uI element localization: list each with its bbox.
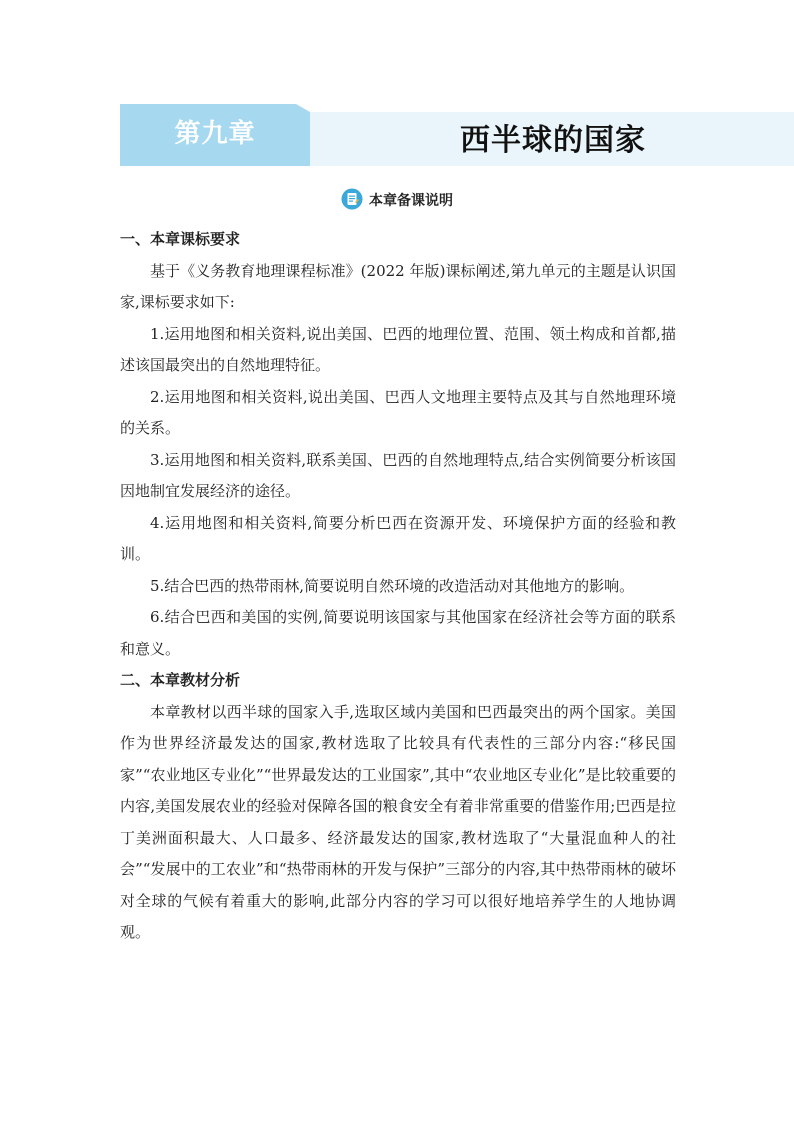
banner-notch — [296, 104, 310, 112]
document-note-icon — [341, 188, 363, 210]
chapter-label: 第九章 — [174, 119, 256, 149]
paragraph: 1.运用地图和相关资料,说出美国、巴西的地理位置、范围、领土构成和首都,描述该国最突出的自然地理特征。 — [120, 324, 676, 374]
notes-heading-label: 本章备课说明 — [369, 193, 453, 209]
paragraph: 本章教材以西半球的国家入手,选取区域内美国和巴西最突出的两个国家。美国作为世界经济最发达的国家,教材选取了比较具有代表性的三部分内容:“移民国家”“农业地区专业化”“世界最发达的工业国家”,其中“农业地区专业化”是比较重要的内容,美国发展农业的经验对保障各国的粮食安全有着非常重要的借鉴作用;巴西是拉丁美洲面积最大、人口最多、经济最发达的国家,教材选取了“大量混血种人的社会”“发展中的工农业”和“热带雨林的开发与保护”三部分的内容,其中热带雨林的破坏对全球的气候有着重大的影响,此部分内容的学习可以很好地培养学生的人地协调观。 — [120, 702, 676, 941]
section-heading-analysis: 二、本章教材分析 — [120, 671, 241, 689]
notes-heading — [0, 188, 794, 214]
paragraph: 3.运用地图和相关资料,联系美国、巴西的自然地理特点,结合实例简要分析该国因地制宜发展经济的途径。 — [120, 450, 676, 500]
paragraph: 4.运用地图和相关资料,简要分析巴西在资源开发、环境保护方面的经验和教训。 — [120, 513, 676, 563]
main-content — [120, 224, 676, 949]
paragraph: 2.运用地图和相关资料,说出美国、巴西人文地理主要特点及其与自然地理环境的关系。 — [120, 387, 676, 437]
paragraph: 5.结合巴西的热带雨林,简要说明自然环境的改造活动对其他地方的影响。 — [150, 576, 635, 595]
section-heading-standards: 一、本章课标要求 — [120, 230, 241, 248]
chapter-title: 西半球的国家 — [460, 123, 646, 158]
chapter-banner — [120, 104, 794, 166]
paragraph: 6.结合巴西和美国的实例,简要说明该国家与其他国家在经济社会等方面的联系和意义。 — [120, 608, 676, 658]
paragraph: 基于《义务教育地理课程标准》(2022 年版)课标阐述,第九单元的主题是认识国家,课标要求如下: — [120, 261, 676, 311]
